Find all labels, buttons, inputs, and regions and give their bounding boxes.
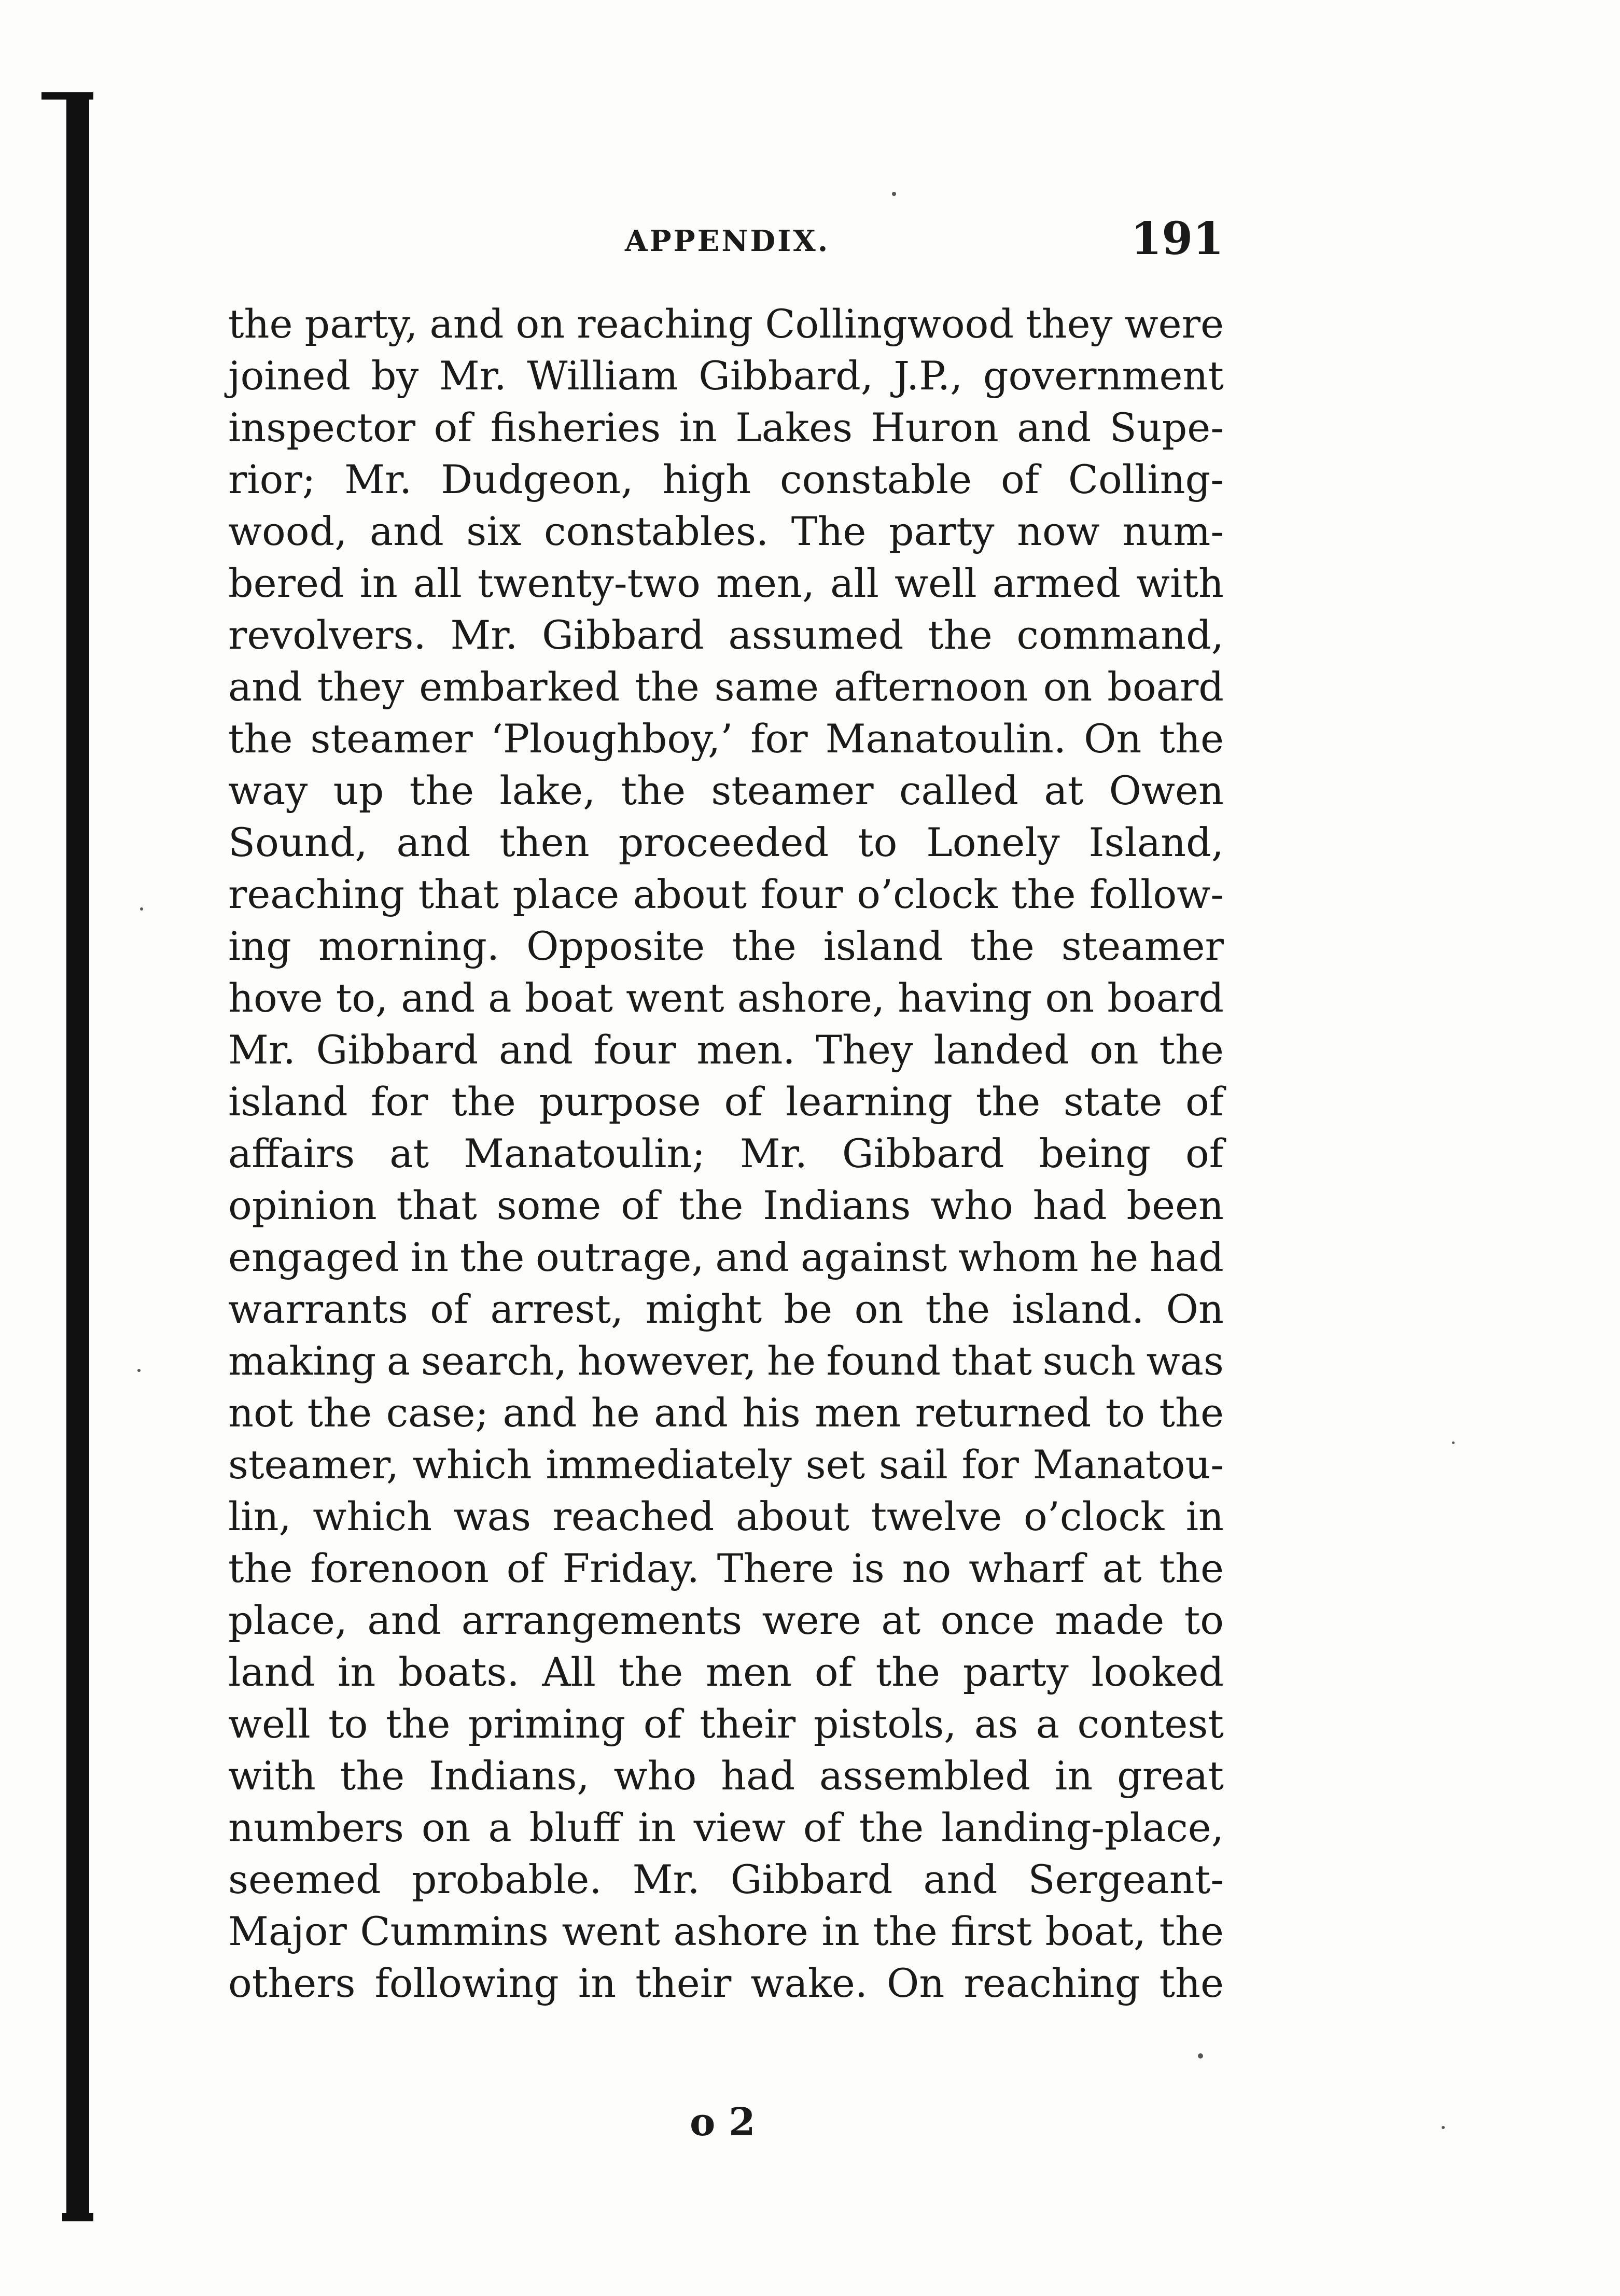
text-line: seemed probable. Mr. Gibbard and Sergeant-: [228, 1856, 1224, 1902]
text-line: wood, and six constables. The party now num-: [228, 508, 1224, 554]
text-line: the forenoon of Friday. There is no wharf at the: [228, 1545, 1224, 1591]
text-line: revolvers. Mr. Gibbard assumed the command,: [228, 612, 1224, 658]
text-line: ing morning. Opposite the island the steamer: [228, 923, 1224, 969]
text-line: rior; Mr. Dudgeon, high constable of Colling-: [228, 456, 1224, 502]
binding-edge-bar: [66, 93, 89, 2219]
text-line: place, and arrangements were at once made to: [228, 1597, 1224, 1643]
text-line: steamer, which immediately set sail for Manatou-: [228, 1441, 1224, 1488]
scan-speck: [1452, 1441, 1455, 1444]
text-line: others following in their wake. On reaching the: [228, 1960, 1224, 2006]
page-number: 191: [1130, 213, 1224, 265]
scan-speck: [1442, 2126, 1445, 2129]
text-line: Major Cummins went ashore in the first boat, the: [228, 1908, 1224, 1954]
text-line: opinion that some of the Indians who had been: [228, 1182, 1224, 1228]
body-text: [228, 298, 1224, 2009]
text-line: and they embarked the same afternoon on board: [228, 664, 1224, 710]
text-line: with the Indians, who had assembled in great: [228, 1753, 1224, 1799]
text-line: making a search, however, he found that such was: [228, 1338, 1224, 1384]
running-head: APPENDIX.: [625, 224, 830, 258]
text-line: the steamer ‘Ploughboy,’ for Manatoulin. On the: [228, 716, 1224, 762]
text-line: affairs at Manatoulin; Mr. Gibbard being of: [228, 1130, 1224, 1177]
text-line: well to the priming of their pistols, as a contest: [228, 1701, 1224, 1747]
text-line: joined by Mr. William Gibbard, J.P., government: [228, 353, 1224, 399]
text-line: Sound, and then proceeded to Lonely Island,: [228, 819, 1224, 865]
text-line: engaged in the outrage, and against whom he had: [228, 1234, 1224, 1280]
page-header: [228, 213, 1224, 275]
text-line: bered in all twenty-two men, all well armed with: [228, 560, 1224, 606]
text-line: numbers on a bluff in view of the landing-place,: [228, 1804, 1224, 1851]
text-line: the party, and on reaching Collingwood they were: [228, 301, 1224, 347]
scan-speck: [1198, 2053, 1203, 2059]
scan-speck: [892, 192, 896, 196]
text-line: lin, which was reached about twelve o’clock in: [228, 1493, 1224, 1539]
scan-speck: [140, 907, 143, 911]
text-line: hove to, and a boat went ashore, having on board: [228, 975, 1224, 1021]
text-line: warrants of arrest, might be on the island. On: [228, 1286, 1224, 1332]
text-line: inspector of fisheries in Lakes Huron and Supe-: [228, 404, 1224, 451]
signature-mark: o 2: [690, 2100, 756, 2145]
text-line: island for the purpose of learning the state of: [228, 1079, 1224, 1125]
text-line: Mr. Gibbard and four men. They landed on the: [228, 1027, 1224, 1073]
text-line: reaching that place about four o’clock the follow-: [228, 871, 1224, 917]
text-line: way up the lake, the steamer called at Owen: [228, 767, 1224, 814]
scan-speck: [137, 1369, 141, 1372]
text-line: not the case; and he and his men returned to the: [228, 1390, 1224, 1436]
text-line: land in boats. All the men of the party looked: [228, 1649, 1224, 1695]
binding-edge-bottom: [62, 2213, 93, 2221]
